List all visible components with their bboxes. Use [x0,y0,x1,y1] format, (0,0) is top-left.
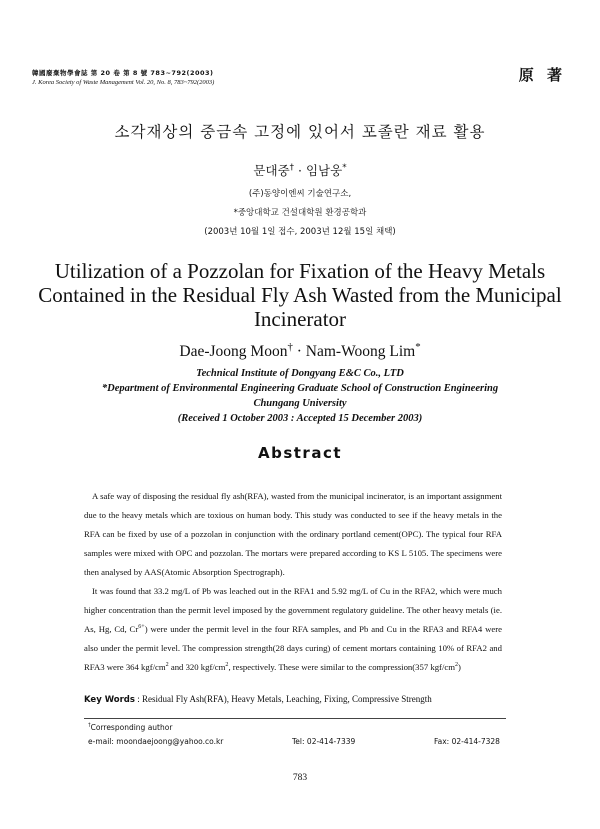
english-author-1: Dae-Joong Moon [179,343,288,360]
english-authors [0,340,600,361]
english-title [0,259,600,331]
key-words-text: : Residual Fly Ash(RFA), Heavy Metals, Leaching, Fixing, Compressive Strength [134,694,432,704]
dagger-mark: † [287,340,293,353]
received-accepted-line: (Received 1 October 2003 : Accepted 15 December 2003) [177,413,423,424]
author-separator: · [294,163,306,178]
korean-author-1: 문대중 [253,163,290,178]
article-type-badge: 原 著 [518,66,566,84]
key-words [84,694,514,705]
dagger-mark: † [88,722,91,729]
author-fax: Fax: 02-414-7328 [434,737,500,746]
journal-citation-korean: 韓國廢棄物學會誌 第 20 卷 第 8 號 783~792(2003) [32,69,214,77]
english-title-line: Contained in the Residual Fly Ash Wasted from the Municipal [38,283,562,307]
english-title-line: Incinerator [253,307,347,331]
corresponding-author-note: †Corresponding author [88,722,173,732]
journal-citation-english: J. Korea Society of Waste Management Vol. 20, No. 8, 783~792(2003) [32,79,215,86]
korean-affiliation-1: (주)동양이엔씨 기술연구소, [248,189,352,199]
korean-received-date: (2003년 10월 1일 접수, 2003년 12월 15일 채택) [204,227,396,237]
abstract-body [84,487,502,677]
footnote-divider [84,718,506,719]
affiliation-line: Chungang University [253,398,347,409]
abstract-paragraph-2: It was found that 33.2 mg/L of Pb was leached out in the RFA1 and 5.92 mg/L of Cu in the RFA2, which were much higher concentration than the permit level imposed by the government regulatory guideline. The other heavy metals (ie. As, Hg, Cd, $Cr^{6+}$) were under the permit level in the four RFA samples, and Pb and Cu in the RFA3 and RFA4 were also under the permit level. The compression strength(28 days curing) of cement mortars containing 10% of RFA2 and RFA3 were 364 kgf/$cm^2$ and 320 kgf/$cm^2$, respectively. These were similar to the compression(357 kgf/$cm^2$) [84,586,502,672]
author-tel: Tel: 02-414-7339 [292,737,356,746]
english-title-line: Utilization of a Pozzolan for Fixation of the Heavy Metals [54,259,546,283]
korean-title: 소각재상의 중금속 고정에 있어서 포졸란 재료 활용 [114,123,486,141]
korean-authors [0,161,600,179]
affiliation-line: Technical Institute of Dongyang E&C Co., LTD [196,368,404,379]
english-affiliations [0,366,600,426]
korean-author-2: 임남웅 [305,163,343,178]
korean-affiliation-2: *중앙대학교 건설대학원 환경공학과 [233,208,367,218]
english-author-2: Nam-Woong Lim [305,343,416,360]
author-email: e-mail: moondaejoong@yahoo.co.kr [88,737,224,746]
author-separator: · [292,343,306,360]
star-mark: * [415,340,421,353]
star-mark: * [342,162,347,173]
dagger-mark: † [289,162,295,173]
affiliation-line: *Department of Environmental Engineering Graduate School of Construction Engineering [101,383,499,394]
journal-header [32,68,214,86]
page-number: 783 [292,773,308,783]
abstract-paragraph-1: A safe way of disposing the residual fly ash(RFA), wasted from the municipal incinerator, is an important assignment due to the heavy metals which are toxious on human body. This study was conducted to see if the heavy metals in the RFA can be fixed by use of a pozzolan in conjunction with the ordinary portland cement(OPC). The typical four RFA samples were mixed with OPC and pozzolan. The mortars were prepared according to KS L 5105. The specimens were then analysed by AAS(Atomic Absorption Spectrograph). [84,491,502,577]
abstract-heading: Abstract [257,444,343,462]
key-words-label: Key Words [84,695,135,705]
